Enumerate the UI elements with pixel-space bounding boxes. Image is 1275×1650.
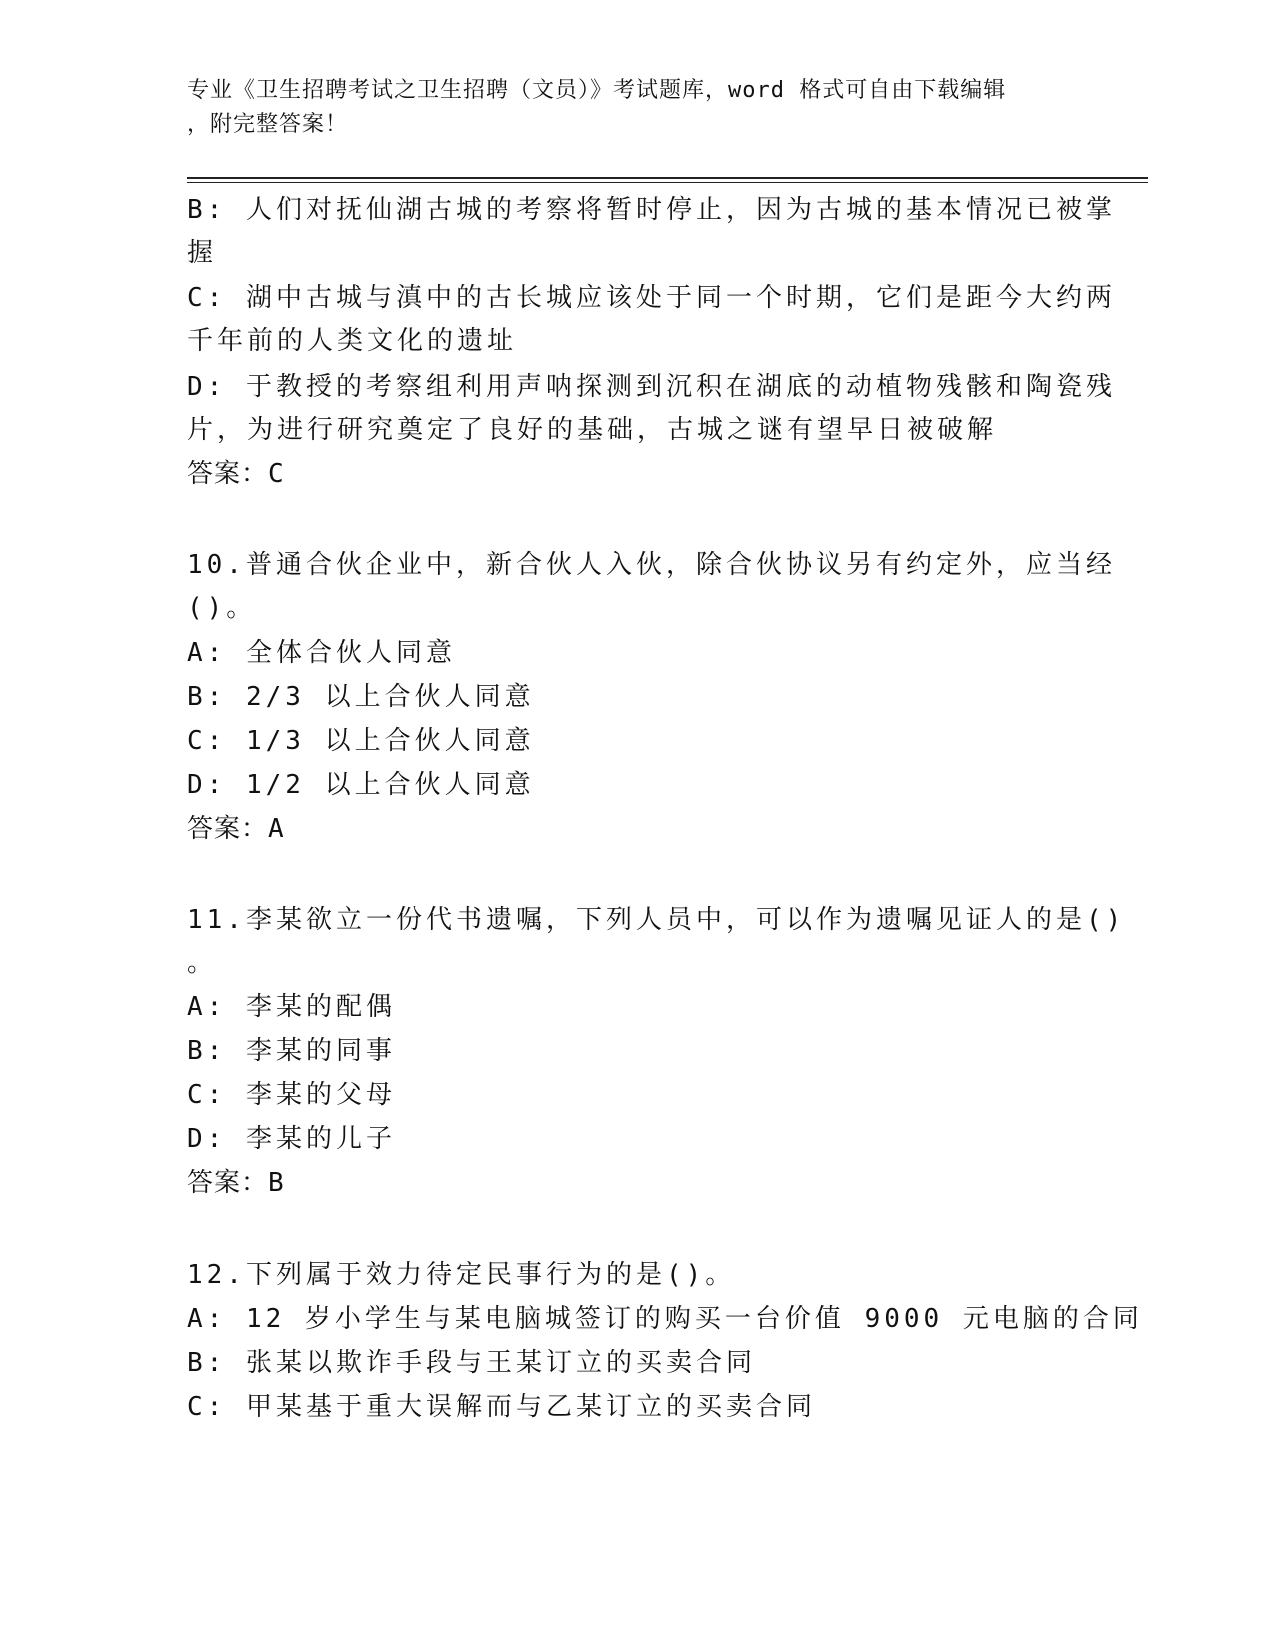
q10-option-c: C: 1/3 以上合伙人同意 <box>187 726 535 756</box>
q12-option-a: A: 12 岁小学生与某电脑城签订的购买一台价值 9000 元电脑的合同 <box>187 1304 1143 1334</box>
q12-stem: 12.下列属于效力待定民事行为的是()。 <box>187 1260 736 1290</box>
q12-option-c: C: 甲某基于重大误解而与乙某订立的买卖合同 <box>187 1392 816 1422</box>
q9-option-b-line2: 握 <box>187 238 218 268</box>
q11-stem-line1: 11.李某欲立一份代书遗嘱，下列人员中，可以作为遗嘱见证人的是() <box>187 905 1126 935</box>
q10-option-d: D: 1/2 以上合伙人同意 <box>187 770 535 800</box>
q9-option-c-line2: 千年前的人类文化的遗址 <box>187 326 518 356</box>
q9-option-d-line2: 片，为进行研究奠定了良好的基础，古城之谜有望早日被破解 <box>187 415 998 445</box>
q11-stem-line2: 。 <box>187 948 218 978</box>
q11-option-c: C: 李某的父母 <box>187 1080 396 1110</box>
q10-option-a: A: 全体合伙人同意 <box>187 638 456 668</box>
q10-answer: 答案：A <box>187 814 285 844</box>
q10-stem-line1: 10.普通合伙企业中，新合伙人入伙，除合伙协议另有约定外，应当经 <box>187 550 1116 580</box>
q12-option-b: B: 张某以欺诈手段与王某订立的买卖合同 <box>187 1348 756 1378</box>
q11-option-b: B: 李某的同事 <box>187 1036 396 1066</box>
q9-option-b-line1: B: 人们对抚仙湖古城的考察将暂时停止，因为古城的基本情况已被掌 <box>187 195 1116 225</box>
header-line-2: ，附完整答案！ <box>187 112 349 137</box>
q9-option-d-line1: D: 于教授的考察组利用声呐探测到沉积在湖底的动植物残骸和陶瓷残 <box>187 372 1116 402</box>
header-divider-thin <box>187 182 1148 183</box>
q11-option-d: D: 李某的儿子 <box>187 1124 396 1154</box>
q10-option-b: B: 2/3 以上合伙人同意 <box>187 682 535 712</box>
document-header <box>187 74 1067 142</box>
header-line-1: 专业《卫生招聘考试之卫生招聘（文员）》考试题库，word 格式可自由下载编辑 <box>187 78 1007 103</box>
q9-option-c-line1: C: 湖中古城与滇中的古长城应该处于同一个时期，它们是距今大约两 <box>187 283 1116 313</box>
q9-answer: 答案：C <box>187 459 285 489</box>
header-divider-thick <box>187 177 1148 179</box>
q10-stem-line2: ()。 <box>187 593 257 623</box>
q11-option-a: A: 李某的配偶 <box>187 992 396 1022</box>
q11-answer: 答案：B <box>187 1168 285 1198</box>
